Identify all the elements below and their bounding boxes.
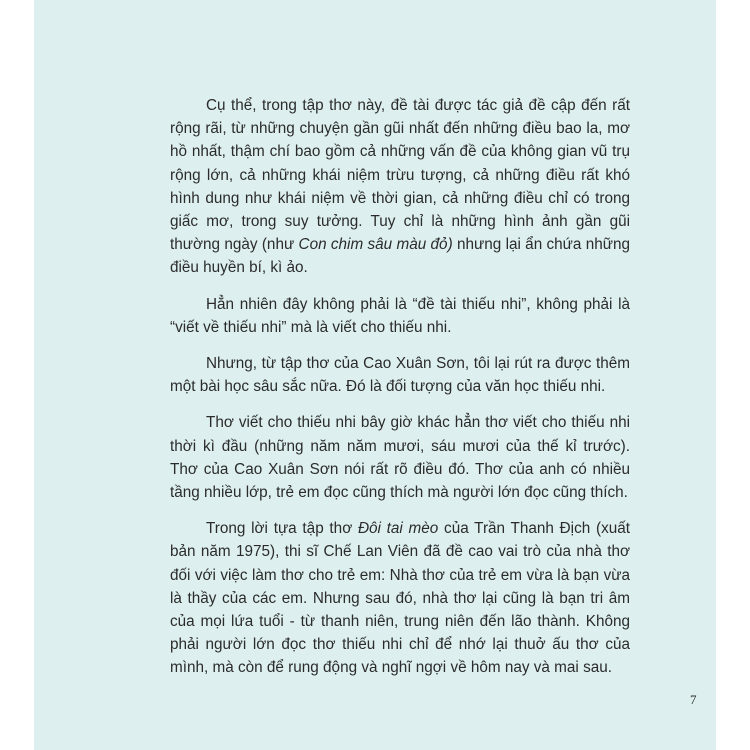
italic-title-text: Con chim sâu màu đỏ)	[298, 236, 453, 254]
paragraph	[170, 293, 630, 339]
paragraph	[170, 94, 630, 280]
paragraph-text: Trong lời tựa tập thơ	[206, 520, 358, 538]
book-page	[34, 0, 716, 750]
paragraph	[170, 352, 630, 398]
italic-title-text: Đôi tai mèo	[357, 520, 439, 538]
paragraph	[170, 411, 630, 504]
paragraph-text: Hẳn nhiên đây không phải là “đề tài thiếu nhi”, không phải là “viết về thiếu nhi” mà là viết cho thiếu nhi.	[170, 295, 630, 336]
paragraph-text: nhưng lại ẩn chứa những điều huyền bí, kì ảo.	[170, 236, 631, 277]
paragraph	[170, 517, 630, 679]
body-text	[170, 94, 630, 680]
paragraph-text: Nhưng, từ tập thơ của Cao Xuân Sơn, tôi lại rút ra được thêm một bài học sâu sắc nữa. Đó là đối tượng của văn học thiếu nhi.	[170, 355, 630, 396]
paragraph-text: Thơ viết cho thiếu nhi bây giờ khác hẳn thơ viết cho thiếu nhi thời kì đầu (những năm năm mươi, sáu mươi của thế kỉ trước). Thơ của Cao Xuân Sơn nói rất rõ điều đó. Thơ của anh có nhiều tầng nhiều lớp, trẻ em đọc cũng thích mà người lớn đọc cũng thích.	[170, 414, 630, 502]
paragraph-text: Cụ thể, trong tập thơ này, đề tài được tác giả đề cập đến rất rộng rãi, từ những chuyện gần gũi nhất đến những điều bao la, mơ hồ nhất, thậm chí bao gồm cả những vấn đề của không gian vũ trụ rộng lớn, cả những khái niệm trừu tượng, cả những điều rất khó hình dung như khái niệm về thời gian, cả những điều chỉ có trong giấc mơ, trong suy tưởng. Tuy chỉ là những hình ảnh gần gũi thường ngày (như	[170, 97, 630, 254]
paragraph-text: của Trần Thanh Địch (xuất bản năm 1975), thi sĩ Chế Lan Viên đã đề cao vai trò của nhà thơ đối với việc làm thơ cho trẻ em: Nhà thơ của trẻ em vừa là bạn vừa là thầy của các em. Nhưng sau đó, nhà thơ lại cũng là bạn tri âm của mọi lứa tuổi - từ thanh niên, trung niên đến lão thành. Không phải người lớn đọc thơ thiếu nhi chỉ để nhớ lại thuở ấu thơ của mình, mà còn để rung động và nghĩ ngợi về hôm nay và mai sau.	[170, 520, 630, 677]
page-number: 7	[690, 692, 697, 707]
